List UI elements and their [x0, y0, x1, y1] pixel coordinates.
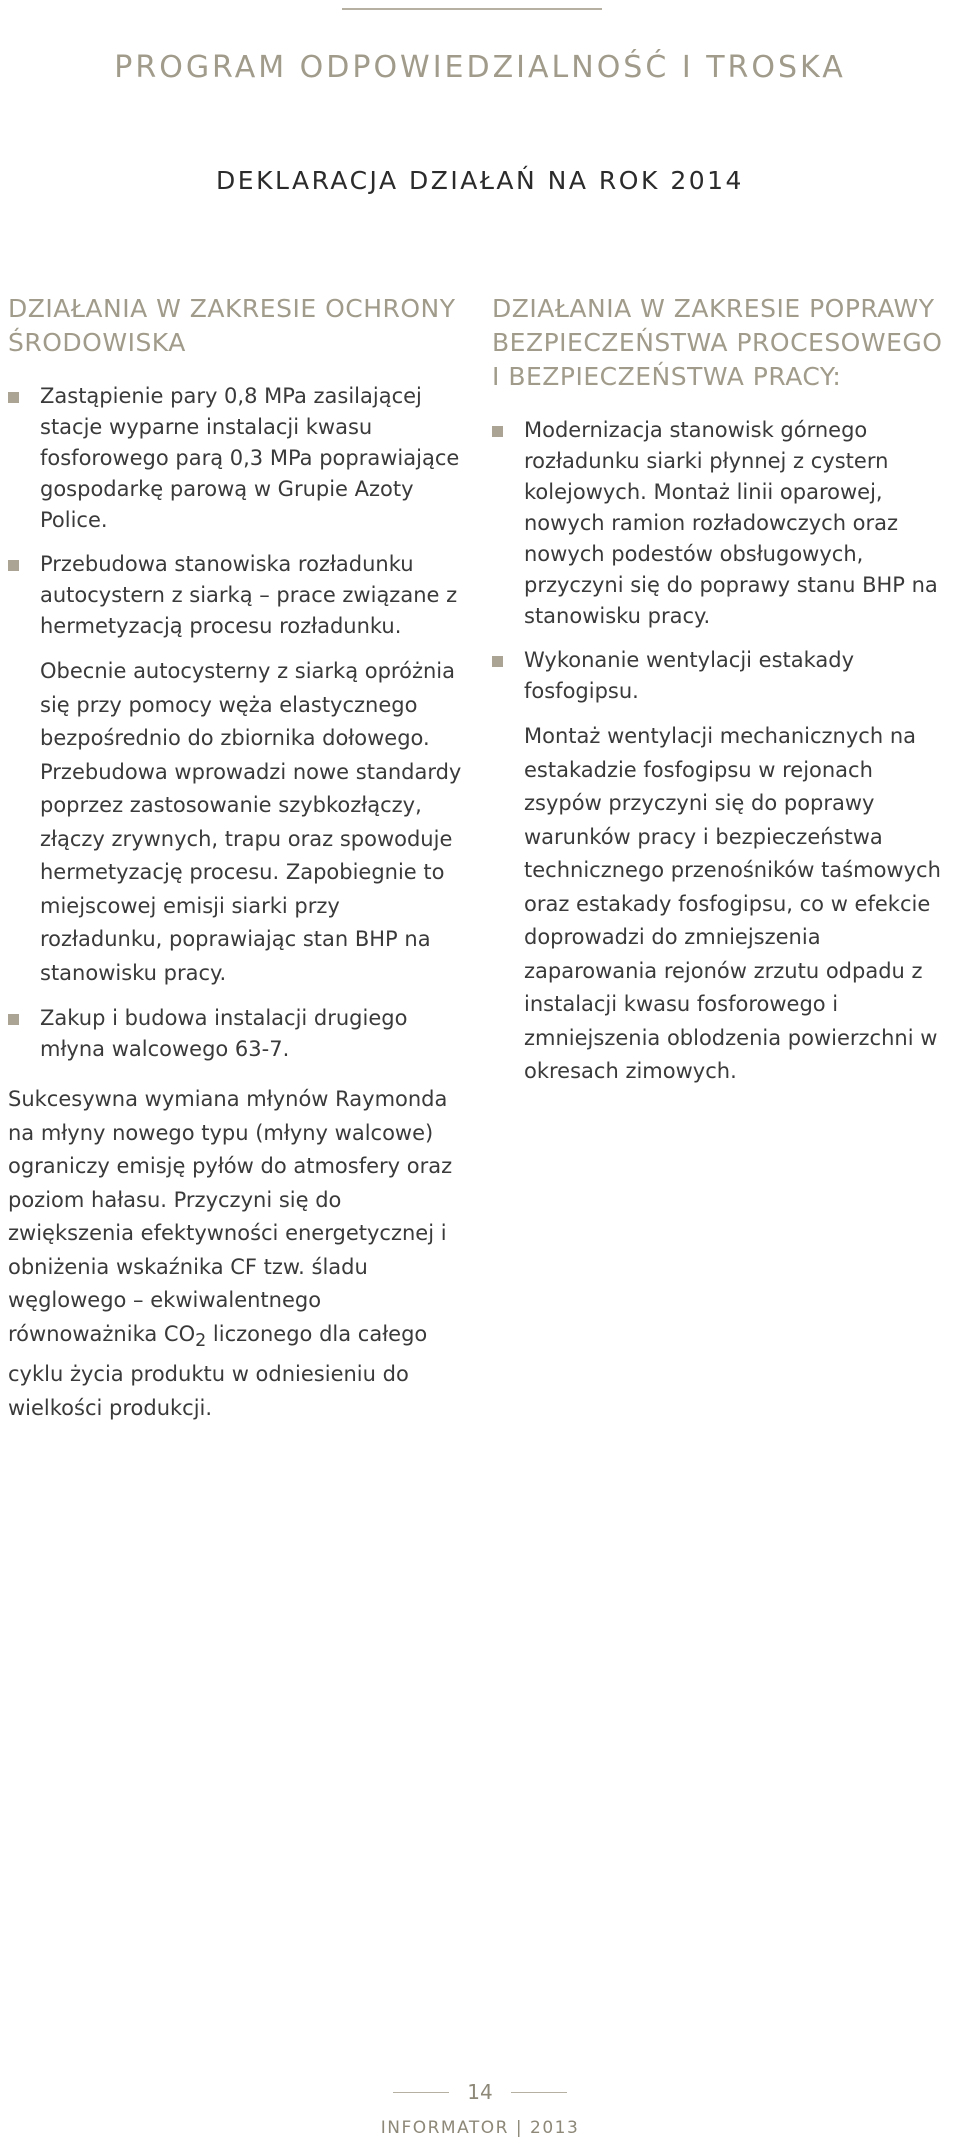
- left-column: [8, 292, 463, 1425]
- section-heading-safety: DZIAŁANIA W ZAKRESIE POPRAWY BEZPIECZEŃSTWA PROCESOWEGO I BEZPIECZEŃSTWA PRACY:: [492, 294, 943, 391]
- bullet-square-icon: [8, 392, 19, 403]
- top-divider: [342, 8, 602, 10]
- list-item: [8, 381, 463, 536]
- list-item-description: Montaż wentylacji mechanicznych na estakadzie fosfogipsu w rejonach zsypów przyczyni się do poprawy warunków pracy i bezpieczeństwa technicznego przenośników taśmowych oraz estakady fosfogipsu, co w efekcie doprowadzi do zmniejszenia zaparowania rejonów zrzutu odpadu z instalacji kwasu fosforowego i zmniejszenia oblodzenia powierzchni w okresach zimowych.: [524, 724, 941, 1083]
- list-item-text: Modernizacja stanowisk górnego rozładunku siarki płynnej z cystern kolejowych. Montaż linii oparowej, nowych ramion rozładowczych oraz nowych podestów obsługowych, przyczyni się do poprawy stanu BHP na stanowisku pracy.: [524, 418, 938, 628]
- list-item-text: Zakup i budowa instalacji drugiego młyna walcowego 63-7.: [40, 1006, 408, 1061]
- list-item: [492, 415, 952, 632]
- bullet-square-icon: [8, 560, 19, 571]
- list-item: [8, 1003, 463, 1065]
- bullet-square-icon: [492, 426, 503, 437]
- page-footer: [0, 2078, 960, 2138]
- bullet-square-icon: [492, 656, 503, 667]
- list-item-text: Przebudowa stanowiska rozładunku autocystern z siarką – prace związane z hermetyzacją procesu rozładunku.: [40, 552, 458, 638]
- section-heading-environment: DZIAŁANIA W ZAKRESIE OCHRONY ŚRODOWISKA: [8, 294, 456, 357]
- right-column: [492, 292, 952, 1102]
- footer-caption: INFORMATOR | 2013: [380, 2118, 580, 2138]
- list-item: [8, 549, 463, 642]
- list-item-description: Obecnie autocysterny z siarką opróżnia się przy pomocy węża elastycznego bezpośrednio do zbiornika dołowego. Przebudowa wprowadzi nowe standardy poprzez zastosowanie szybkozłączy, złączy zrywnych, trapu oraz spowoduje hermetyzację procesu. Zapobiegnie to miejscowej emisji siarki przy rozładunku, poprawiając stan BHP na stanowisku pracy.: [40, 659, 462, 985]
- list-item-description: [8, 1083, 463, 1425]
- description-text: liczonego dla całego cyklu życia produktu w odniesieniu do wielkości produkcji.: [8, 1321, 428, 1420]
- footer-divider: [393, 2092, 449, 2093]
- list-item-text: Wykonanie wentylacji estakady fosfogipsu.: [524, 648, 855, 703]
- bullet-square-icon: [8, 1014, 19, 1025]
- page-subtitle: DEKLARACJA DZIAŁAŃ NA ROK 2014: [216, 166, 744, 195]
- page-title: PROGRAM ODPOWIEDZIALNOŚĆ I TROSKA: [114, 50, 846, 85]
- subscript-text: 2: [195, 1330, 207, 1351]
- description-text: Sukcesywna wymiana młynów Raymonda na młyny nowego typu (młyny walcowe) ograniczy emisję pyłów do atmosfery oraz poziom hałasu. Przyczyni się do zwiększenia efektywności energetycznej i obniżenia wskaźnika CF tzw. śladu węglowego – ekwiwalentnego równoważnika CO: [8, 1087, 453, 1346]
- list-item-text: Zastąpienie pary 0,8 MPa zasilającej stacje wyparne instalacji kwasu fosforowego parą 0,3 MPa poprawiające gospodarkę parową w Grupie Azoty Police.: [40, 384, 460, 532]
- page-number: 14: [467, 2080, 493, 2104]
- footer-divider: [511, 2092, 567, 2093]
- page-number-row: [0, 2078, 960, 2106]
- list-item: [492, 645, 952, 707]
